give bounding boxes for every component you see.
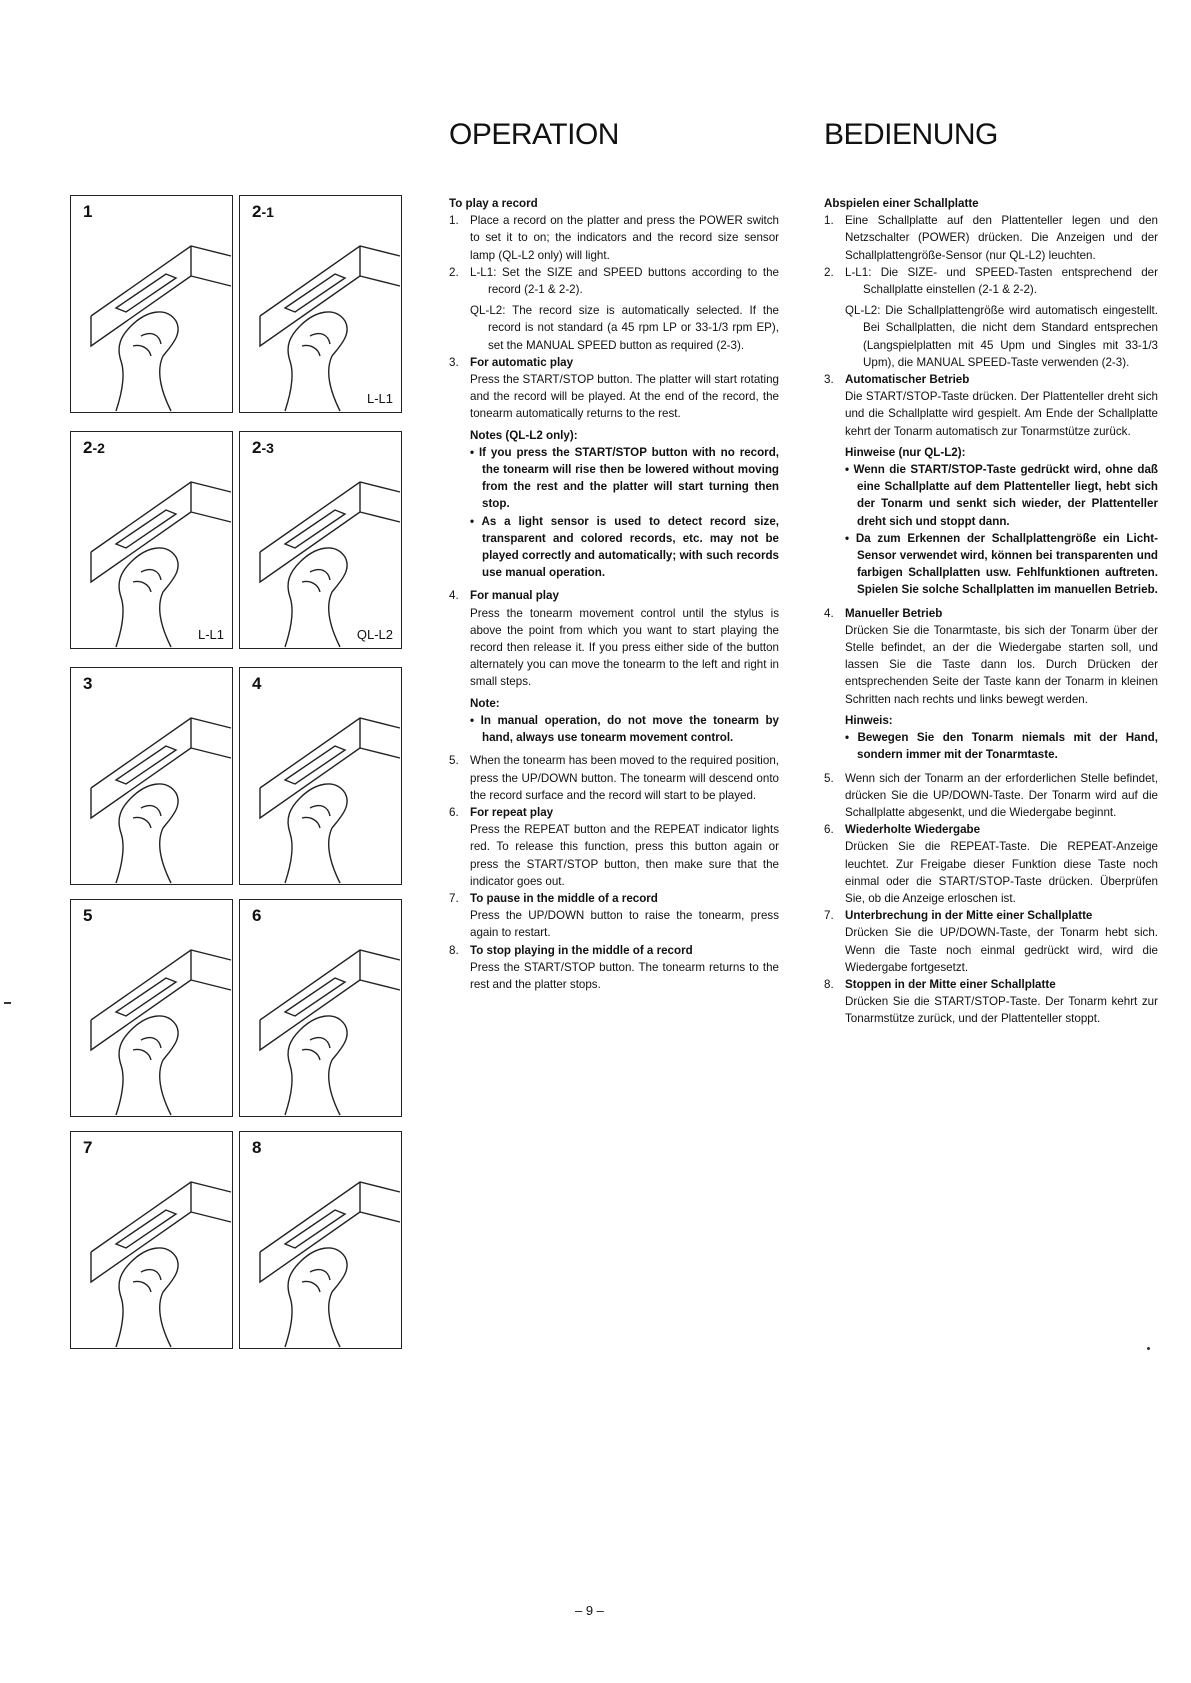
heading-bedienung: BEDIENUNG <box>824 118 998 151</box>
step-5 <box>824 770 1158 822</box>
step-number: 7. <box>449 891 459 905</box>
hand-pressing-button-icon <box>71 1132 233 1349</box>
panel-model-tag: L-L1 <box>197 627 224 642</box>
step-number: 4. <box>449 589 459 603</box>
notes-title: Hinweise (nur QL-L2): <box>845 445 966 459</box>
step-7 <box>449 890 779 942</box>
illustration-panel-2-2 <box>70 431 233 649</box>
step-text: QL-L2: Die Schallplattengröße wird automatisch eingestellt. Bei Schallplatten, die nicht dem Standard entsprechen (Langspielplatten mit 45 Upm und Singles mit 33-1/3 Upm), die MANUAL SPEED-Taste verwenden (2-3). <box>845 304 1158 369</box>
step-text: Wenn sich der Tonarm an der erforderlichen Stelle befindet, drücken Sie die UP/DOWN-Taste. Der Tonarm wird auf die Schallplatte abgesenkt, und die Wiedergabe beginnt. <box>845 771 1158 819</box>
note-item: • Bewegen Sie den Tonarm niemals mit der Hand, sondern immer mit der Tonarmtaste. <box>845 731 1158 762</box>
panel-number: 8 <box>252 1138 262 1157</box>
step-text: L-L1: Set the SIZE and SPEED buttons according to the record (2-1 & 2-2). <box>470 265 779 297</box>
hand-pressing-button-icon <box>71 900 233 1117</box>
step-text: Press the UP/DOWN button to raise the tonearm, press again to restart. <box>470 909 779 940</box>
note-item: • Wenn die START/STOP-Taste gedrückt wird, ohne daß eine Schallplatte auf dem Plattenteller liegt, hebt sich der Tonarm und senkt sich wieder, der Plattenteller dreht sich und stoppt dann. <box>845 463 1158 528</box>
step-4 <box>824 605 1158 764</box>
illustration-panel-2-3 <box>239 431 402 649</box>
panel-number: 6 <box>252 906 262 925</box>
panel-number: 2-2 <box>83 438 105 457</box>
hand-pressing-button-icon <box>240 900 402 1117</box>
note-item: • If you press the START/STOP button with no record, the tonearm will rise then be lowered without moving from the rest and the platter will start turning then stop. <box>470 445 779 511</box>
step-number: 5. <box>824 771 834 785</box>
step-text: Drücken Sie die REPEAT-Taste. Die REPEAT-Anzeige leuchtet. Zur Freigabe dieser Funktion diese Taste noch einmal oder die START/STOP-Taste drücken. Überprüfen Sie, ob die Anzeige erloschen ist. <box>845 840 1158 905</box>
panel-number: 1 <box>83 202 93 221</box>
page-number: – 9 – <box>575 1603 604 1618</box>
step-text: Drücken Sie die UP/DOWN-Taste, der Tonarm hebt sich. Wenn die Taste noch einmal gedrückt wird, wird die Wiedergabe fortgesetzt. <box>845 926 1158 974</box>
step-title: Stoppen in der Mitte einer Schallplatte <box>845 977 1056 991</box>
step-title: For automatic play <box>470 355 574 369</box>
hand-pressing-button-icon <box>71 432 233 649</box>
step-number: 4. <box>824 606 834 620</box>
step-number: 3. <box>824 373 834 387</box>
hand-pressing-button-icon <box>240 1132 402 1349</box>
step-number: 6. <box>824 823 834 837</box>
step-text: Press the REPEAT button and the REPEAT indicator lights red. To release this function, press this button again or press the START/STOP button, then make sure that the indicator goes out. <box>470 823 779 888</box>
illustration-panel-2-1 <box>239 195 402 413</box>
hand-pressing-button-icon <box>71 668 233 885</box>
step-text: Press the START/STOP button. The platter will start rotating and the record will be played. At the end of the record, the tonearm automatically returns to the rest. <box>470 373 779 421</box>
step-number: 6. <box>449 805 459 819</box>
illustration-panel-5 <box>70 899 233 1117</box>
step-number: 8. <box>824 977 834 991</box>
heading-operation: OPERATION <box>449 118 619 151</box>
english-instructions <box>449 195 779 993</box>
step-text: Drücken Sie die Tonarmtaste, bis sich der Tonarm über der Stelle befindet, an der die Wiedergabe starten soll, und lassen Sie die Taste dann los. Durch Drücken der entsprechenden Seite der Taste kann der Tonarm in kleinen Schritten nach rechts und links bewegt werden. <box>845 623 1158 706</box>
step-8 <box>449 942 779 994</box>
step-1 <box>449 212 779 264</box>
step-8 <box>824 976 1158 1028</box>
step-6 <box>449 804 779 890</box>
panel-number: 4 <box>252 674 262 693</box>
german-instructions <box>824 195 1158 1028</box>
step-text: Place a record on the platter and press the POWER switch to set it to on; the indicators and the record size sensor lamp (QL-L2 only) will light. <box>470 214 779 262</box>
step-number: 5. <box>449 754 459 768</box>
panel-number: 7 <box>83 1138 93 1157</box>
step-4 <box>449 587 779 746</box>
panel-number: 2-1 <box>252 202 274 221</box>
illustration-panel-7 <box>70 1131 233 1349</box>
step-text: Eine Schallplatte auf den Plattenteller legen und den Netzschalter (POWER) drücken. Die Anzeigen und der Schallplattengröße-Sensor (nur QL-L2) leuchten. <box>845 214 1158 262</box>
step-3 <box>449 354 779 582</box>
section-title: To play a record <box>449 197 538 210</box>
illustration-panel-4 <box>239 667 402 885</box>
stray-dot <box>1147 1347 1150 1350</box>
step-5 <box>449 752 779 804</box>
note-item: • In manual operation, do not move the tonearm by hand, always use tonearm movement control. <box>470 713 779 745</box>
step-text: L-L1: Die SIZE- und SPEED-Tasten entsprechend der Schallplatte einstellen (2-1 & 2-2). <box>845 265 1158 297</box>
step-title: Unterbrechung in der Mitte einer Schallplatte <box>845 909 1093 923</box>
panel-number: 2-3 <box>252 438 274 457</box>
step-number: 1. <box>824 214 834 228</box>
note-item: • As a light sensor is used to detect record size, transparent and colored records, etc. may not be played correctly and automatically; with such records use manual operation. <box>470 514 779 580</box>
step-text: QL-L2: The record size is automatically selected. If the record is not standard (a 45 rpm LP or 33-1/3 rpm EP), set the MANUAL SPEED button as required (2-3). <box>470 304 779 352</box>
step-number: 2. <box>449 265 459 279</box>
step-2 <box>449 264 779 354</box>
step-number: 8. <box>449 943 459 957</box>
panel-model-tag: QL-L2 <box>356 627 393 642</box>
step-text: Die START/STOP-Taste drücken. Der Plattenteller dreht sich und die Schallplatte wird gespielt. Am Ende der Schallplatte kehrt der Tonarm automatisch zur Tonarmstütze zurück. <box>845 390 1158 438</box>
hand-pressing-button-icon <box>71 196 233 413</box>
section-title: Abspielen einer Schallplatte <box>824 197 979 210</box>
step-title: To stop playing in the middle of a record <box>470 943 693 957</box>
step-number: 7. <box>824 909 834 923</box>
illustration-panel-3 <box>70 667 233 885</box>
step-text: Drücken Sie die START/STOP-Taste. Der Tonarm kehrt zur Tonarmstütze zurück, und der Plattenteller stoppt. <box>845 995 1158 1026</box>
step-3 <box>824 371 1158 599</box>
step-text: When the tonearm has been moved to the required position, press the UP/DOWN button. The tonearm will descend onto the record surface and the record will start to be played. <box>470 754 779 802</box>
step-number: 3. <box>449 355 459 369</box>
step-title: To pause in the middle of a record <box>470 891 658 905</box>
notes-title: Notes (QL-L2 only): <box>470 428 578 442</box>
note-item: • Da zum Erkennen der Schallplattengröße ein Licht-Sensor verwendet wird, können bei transparenten und farbigen Schallplatten usw. Fehlfunktionen auftreten. Spielen Sie solche Schallplatten im manuellen Betrieb. <box>845 531 1158 597</box>
panel-number: 3 <box>83 674 93 693</box>
step-text: Press the tonearm movement control until the stylus is above the point from which you want to start playing the record then release it. If you press either side of the button alternately you can move the tonearm to the left and right in small steps. <box>470 606 779 689</box>
margin-mark <box>4 1002 11 1004</box>
step-number: 1. <box>449 214 459 228</box>
note-title: Note: <box>470 696 500 710</box>
illustration-panel-1 <box>70 195 233 413</box>
illustration-panel-8 <box>239 1131 402 1349</box>
step-title: Automatischer Betrieb <box>845 373 970 387</box>
hand-pressing-button-icon <box>240 668 402 885</box>
step-1 <box>824 212 1158 264</box>
step-text: Press the START/STOP button. The tonearm returns to the rest and the platter stops. <box>470 960 779 991</box>
step-title: For repeat play <box>470 805 554 819</box>
panel-model-tag: L-L1 <box>366 391 393 406</box>
hand-pressing-button-icon <box>240 432 402 649</box>
step-number: 2. <box>824 265 834 279</box>
step-7 <box>824 907 1158 976</box>
step-title: Wiederholte Wiedergabe <box>845 823 981 837</box>
panel-number: 5 <box>83 906 93 925</box>
hand-pressing-button-icon <box>240 196 402 413</box>
step-2 <box>824 264 1158 371</box>
step-6 <box>824 821 1158 907</box>
step-title: For manual play <box>470 589 559 603</box>
step-title: Manueller Betrieb <box>845 606 943 620</box>
note-title: Hinweis: <box>845 713 893 727</box>
illustration-panel-6 <box>239 899 402 1117</box>
